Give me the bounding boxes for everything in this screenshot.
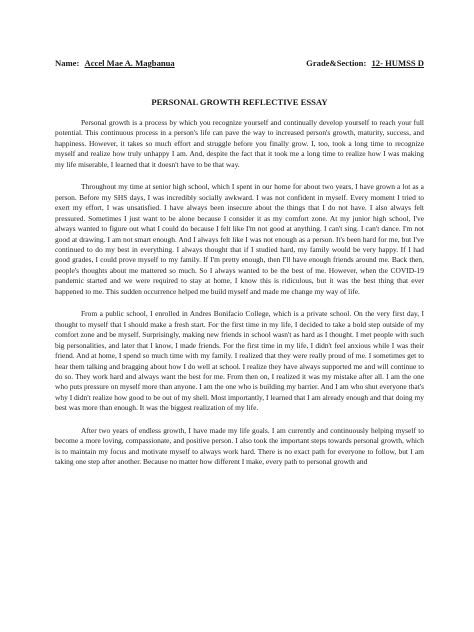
grade-value: 12- HUMSS D [371,58,424,68]
grade-section [306,58,424,69]
essay-title: PERSONAL GROWTH REFLECTIVE ESSAY [151,97,328,107]
name-value: Accel Mae A. Magbanua [84,58,175,68]
document-header [55,58,424,69]
essay-paragraph-2: Throughout my time at senior high school, which I spent in our home for about two years, I have grown a lot as a person. Before my SHS days, I was incredibly socially awkward. I was not confident in myself. Every moment I tried to exert my effort, I was unsatisfied. I have always been insecure about the things that I do not have. I also always felt pressured. Sometimes I just want to be alone because I consider it as my comfort zone. At my junior high school, I've always wanted to figure out what I could do because I felt like I'm not good at anything. I can't sing. I can't dance. I'm not good at drawing. I am not smart enough. And I always felt like I was not enough as a person. It's been hard for me, but I've continued to do my best in everything. I always thought that if I studied hard, my family would be very happy. If I had good grades, I could prove myself to my family. If I'm pretty enough, then I'll have enough friends around me. Back then, people's thoughts about me mattered so much. So I always wanted to be the best of me. However, when the COVID-19 pandemic started and we were required to stay at home, I know this is ridiculous, but it was the best thing that ever happened to me. This sudden occurrence helped me build myself and made me change my way of life. [55,182,424,296]
grade-label: Grade&Section: [306,58,367,68]
student-name [55,58,175,69]
name-label: Name: [55,58,80,68]
essay-paragraph-3: From a public school, I enrolled in Andres Bonifacio College, which is a private school. On the very first day, I thought to myself that I should make a fresh start. For the first time in my life, I decided to take a bold step outside of my comfort zone and be myself. Surprisingly, making new friends in school wasn't as hard as I thought. I met people with such big personalities, and later that I know, I made friends. For the first time in my life, I didn't feel anxious while I was their friend. And at home, I spend so much time with my family. I realized that they were really proud of me. I sometimes get to hear them talking and bragging about how I do well at school. I realize they have always supported me and will continue to do so. They work hard and always want the best for me. From then on, I realized it was my mistake after all. I am the one who puts pressure on myself more than anyone. I am the one who is building my barrier. And I am who shut everyone that's why I didn't realize how good to be out of my shell. Most importantly, I learned that I am already enough and that doing my best was more than enough. It was the biggest realization of my life. [55,309,424,413]
essay-paragraph-4: After two years of endless growth, I have made my life goals. I am currently and continuously helping myself to become a more loving, compassionate, and positive person. I also took the important steps towards personal growth, which is to maintain my focus and motivate myself to always work hard. There is no exact path for everyone to follow, but I am taking one step after another. Because no matter how different I make, every path to personal growth and [55,425,424,467]
essay-paragraph-1: Personal growth is a process by which you recognize yourself and continually develop yourself to reach your full potential. This continuous process in a person's life can pave the way to increased person's growth, maturity, success, and happiness. However, it takes so much effort and struggle before you finally grow. I, too, took a long time to recognize myself and realize how truly unhappy I am. And, despite the fact that it took me a long time to realize how I was making my life miserable, I learned that it doesn't have to be that way. [55,118,424,169]
